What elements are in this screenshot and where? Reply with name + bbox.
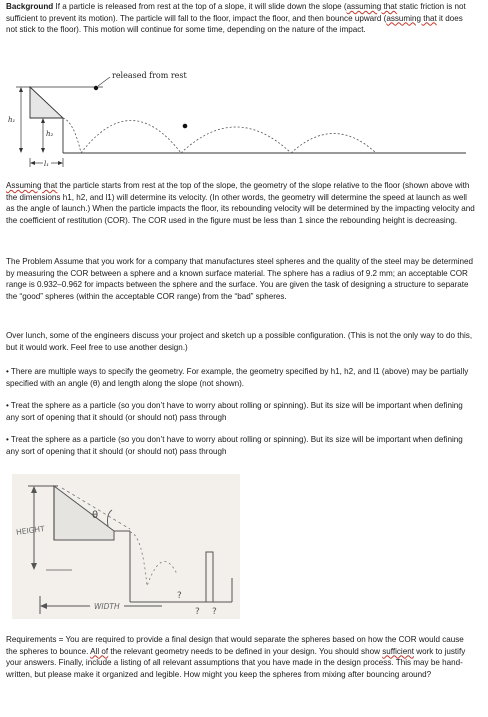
h1-label: h₁ <box>8 116 16 124</box>
arrow-head <box>30 161 35 165</box>
trajectory-fall <box>63 118 81 153</box>
slope-diagram <box>6 66 476 176</box>
problem-paragraph: The Problem Assume that you work for a company that manufactures steel spheres and the quality of the steel may be determined by measuring the COR between a sphere and a known surface material. The sphere has a radius of 9.2 mm; an acceptable COR range is 0.932–0.962 for impacts between the sphere and the surface. You are given the task of designing a structure to separate the “good” spheres (within the acceptable COR range) from the “bad” spheres. <box>6 257 473 301</box>
question-mark: ? <box>212 607 217 617</box>
question-mark: ? <box>177 591 182 601</box>
theta-label: θ <box>92 510 99 521</box>
spellcheck-squiggle: assuming that <box>386 13 437 23</box>
arrow-head <box>58 161 63 165</box>
bullet-particle-1: • Treat the sphere as a particle (so you don’t have to worry about rolling or spinning). But its size will be important when defining any sort of opening that it should (or should not) pass through <box>6 401 463 422</box>
background-text-a: If a particle is released from rest at the top of a slope, it will slide down the slope ( <box>53 2 347 11</box>
trajectory-bounce-1 <box>81 121 181 154</box>
bullet-geometry: • There are multiple ways to specify the geometry. For example, the geometry specified by h1, h2, and l1 (above) may be partially specified with an angle (θ) and length along the slope (not shown). <box>6 367 469 388</box>
arrow-head <box>19 148 23 153</box>
particle-start <box>94 86 98 90</box>
requirements-text-b: the relevant geometry needs to be defined in your design. You should show <box>108 646 383 656</box>
particle-midflight <box>183 124 188 129</box>
requirements-paragraph <box>6 634 476 680</box>
label-pointer <box>98 77 110 86</box>
l1-label: l₁ <box>44 160 50 168</box>
h2-label: h₂ <box>46 130 54 138</box>
requirements-text-a: Requirements = You are required to provide a final design that would separate the spheres based on how the COR would cause the spheres to bounce. <box>6 635 464 656</box>
requirements-text-c: work to justify your answers. Finally, include a listing of all relevant assumptions that you have made in the design process. This may be hand-written, but please make it organized and legible. How might you keep the spheres from mixing after bouncing around? <box>6 646 466 679</box>
spellcheck-squiggle: assuming that <box>346 2 397 11</box>
arrow-head <box>19 87 23 92</box>
arrow-head <box>41 148 45 153</box>
hand-sketch-image <box>12 474 240 619</box>
spellcheck-squiggle: sufficient <box>382 646 414 656</box>
height-label: HEIGHT <box>15 524 46 537</box>
background-text-c: it does not stick to the floor). This motion will continue for some time, depending on the nature of the impact. <box>6 13 463 35</box>
width-label: WIDTH <box>94 602 120 611</box>
background-paragraph <box>6 1 476 36</box>
background-heading: Background <box>6 2 54 11</box>
assumption-text: the particle starts from rest at the top of the slope, the geometry of the slope relative to the floor (shown above with the dimensions h1, h2, and l1) will determine its velocity. (In other words, the geometry will determine the speed at launch as well as the angle of launch.) When the particle impacts the floor, its rebounding velocity will be determined by the impacting velocity and the coefficient of restitution (COR). The COR used in the figure must be less than 1 since the rebounding height is decreasing. <box>6 181 475 225</box>
lunch-paragraph: Over lunch, some of the engineers discuss your project and sketch up a possible configuration. (This is not the only way to do this, but it would work. Feel free to use another design.) <box>6 331 473 352</box>
assumption-paragraph <box>6 180 476 226</box>
bullet-particle-2: • Treat the sphere as a particle (so you don’t have to worry about rolling or spinning). But its size will be important when defining any sort of opening that it should (or should not) pass through <box>6 435 463 456</box>
spellcheck-squiggle: Assuming that <box>6 181 58 190</box>
trajectory-bounce-2 <box>181 127 291 153</box>
released-label: released from rest <box>112 71 187 80</box>
arrow-head <box>41 118 45 123</box>
spellcheck-squiggle: All of <box>90 646 109 656</box>
trajectory-bounce-3 <box>291 134 376 154</box>
question-mark: ? <box>195 607 200 617</box>
background-text-b: static friction is not sufficient to prevent its motion). The particle will fall to the floor, impact the floor, and then bounce upward ( <box>6 2 466 23</box>
slope-block <box>30 87 63 118</box>
